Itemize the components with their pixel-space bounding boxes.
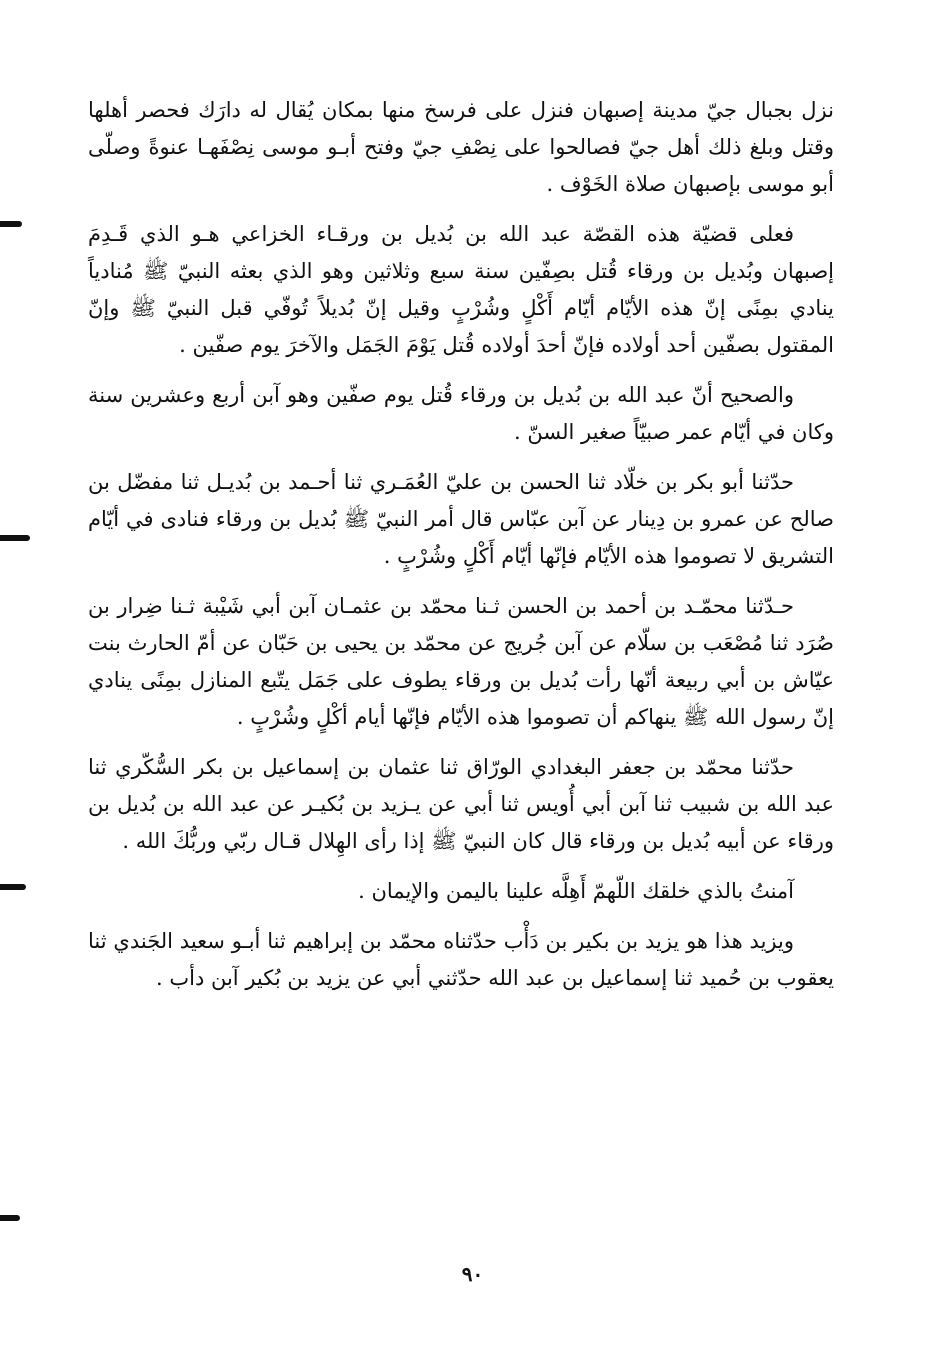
- paragraph: حدّثنا محمّد بن جعفر البغدادي الورّاق ثنا عثمان بن إسماعيل بن بكر السُّكّري ثنا عبد الله بن شبيب ثنا آبن أبي أُويس ثنا أبي عن يـزيد بن بُكيـر عن عبد الله بن بُديل بن ورقاء عن أبيه بُديل بن ورقاء قال كان النبيّ ﷺ إذا رأى الهِلال قـال ربّي وربُّكَ الله .: [88, 755, 834, 853]
- paragraph: حدّثنا أبو بكر بن خلّاد ثنا الحسن بن عليّ العُمَـري ثنا أحـمد بن بُديـل ثنا مفضّل بن صالح عن عمرو بن دِينار عن آبن عبّاس قال أمر النبيّ ﷺ بُديل بن ورقاء فنادى في أيّام التشريق لا تصوموا هذه الأيّام فإنّها أيّام أَكْلٍ وشُرْبٍ .: [88, 470, 834, 568]
- paragraph: آمنتُ بالذي خلقك اللّهمّ أَهِلَّه علينا باليمن والإيمان .: [358, 879, 794, 903]
- margin-mark: [0, 884, 26, 890]
- margin-mark: [0, 221, 22, 227]
- paragraph: ويزيد هذا هو يزيد بن بكير بن دَأْب حدّثناه محمّد بن إبراهيم ثنا أبـو سعيد الجَندي ثنا يعقوب بن حُميد ثنا إسماعيل بن عبد الله حدّثني أبي عن يزيد بن بُكير آبن دأب .: [88, 929, 834, 990]
- margin-mark: [0, 535, 30, 541]
- paragraph: حـدّثنا محمّـد بن أحمد بن الحسن ثـنا محمّد بن عثمـان آبن أبي شَيْبة ثـنا ضِرار بن صُرَد ثنا مُصْعَب بن سلّام عن آبن جُريج عن محمّد بن يحيى بن حَبّان عن أمّ الحارث بنت عيّاش بن أبي ربيعة أنّها رأت بُديل بن ورقاء يطوف على جَمَل يتّبع المنازل بمِنًى ينادي إنّ رسول الله ﷺ ينهاكم أن تصوموا هذه الأيّام فإنّها أيام أكْلٍ وشُرْبٍ .: [88, 594, 834, 729]
- page-number: ٩٠: [461, 1262, 484, 1286]
- margin-mark: [0, 1215, 20, 1221]
- paragraph: والصحيح أنّ عبد الله بن بُديل بن ورقاء قُتل يوم صفّين وهو آبن أربع وعشرين سنة وكان في أيّام عمر صبيّاً صغير السنّ .: [88, 383, 834, 444]
- body-text: [88, 92, 834, 1010]
- paragraph: فعلى قضيّة هذه القصّة عبد الله بن بُديل بن ورقـاء الخزاعي هـو الذي قَـدِمَ إصبهان وبُديل بن ورقاء قُتل بصِفّين سنة سبع وثلاثين وهو الذي بعثه النبيّ ﷺ مُنادياً ينادي بمِنًى إنّ هذه الأيّام أيّام أَكْلٍ وشُرْبٍ وقيل إنّ بُديلاً تُوفّي قبل النبيّ ﷺ وإنّ المقتول بصفّين أحد أولاده فإنّ أحدَ أولاده قُتل يَوْمَ الجَمَل والآخرَ يوم صفّين .: [88, 222, 834, 357]
- paragraph: نزل بجبال جيّ مدينة إصبهان فنزل على فرسخ منها بمكان يُقال له دارَك فحصر أهلها وقتل وبلغ ذلك أهل جيّ فصالحوا على نِصْفِ جيّ وفتح أبـو موسى نِصْفَهـا عنوةً وصلّى أبو موسى بإصبهان صلاة الخَوْف .: [88, 98, 834, 196]
